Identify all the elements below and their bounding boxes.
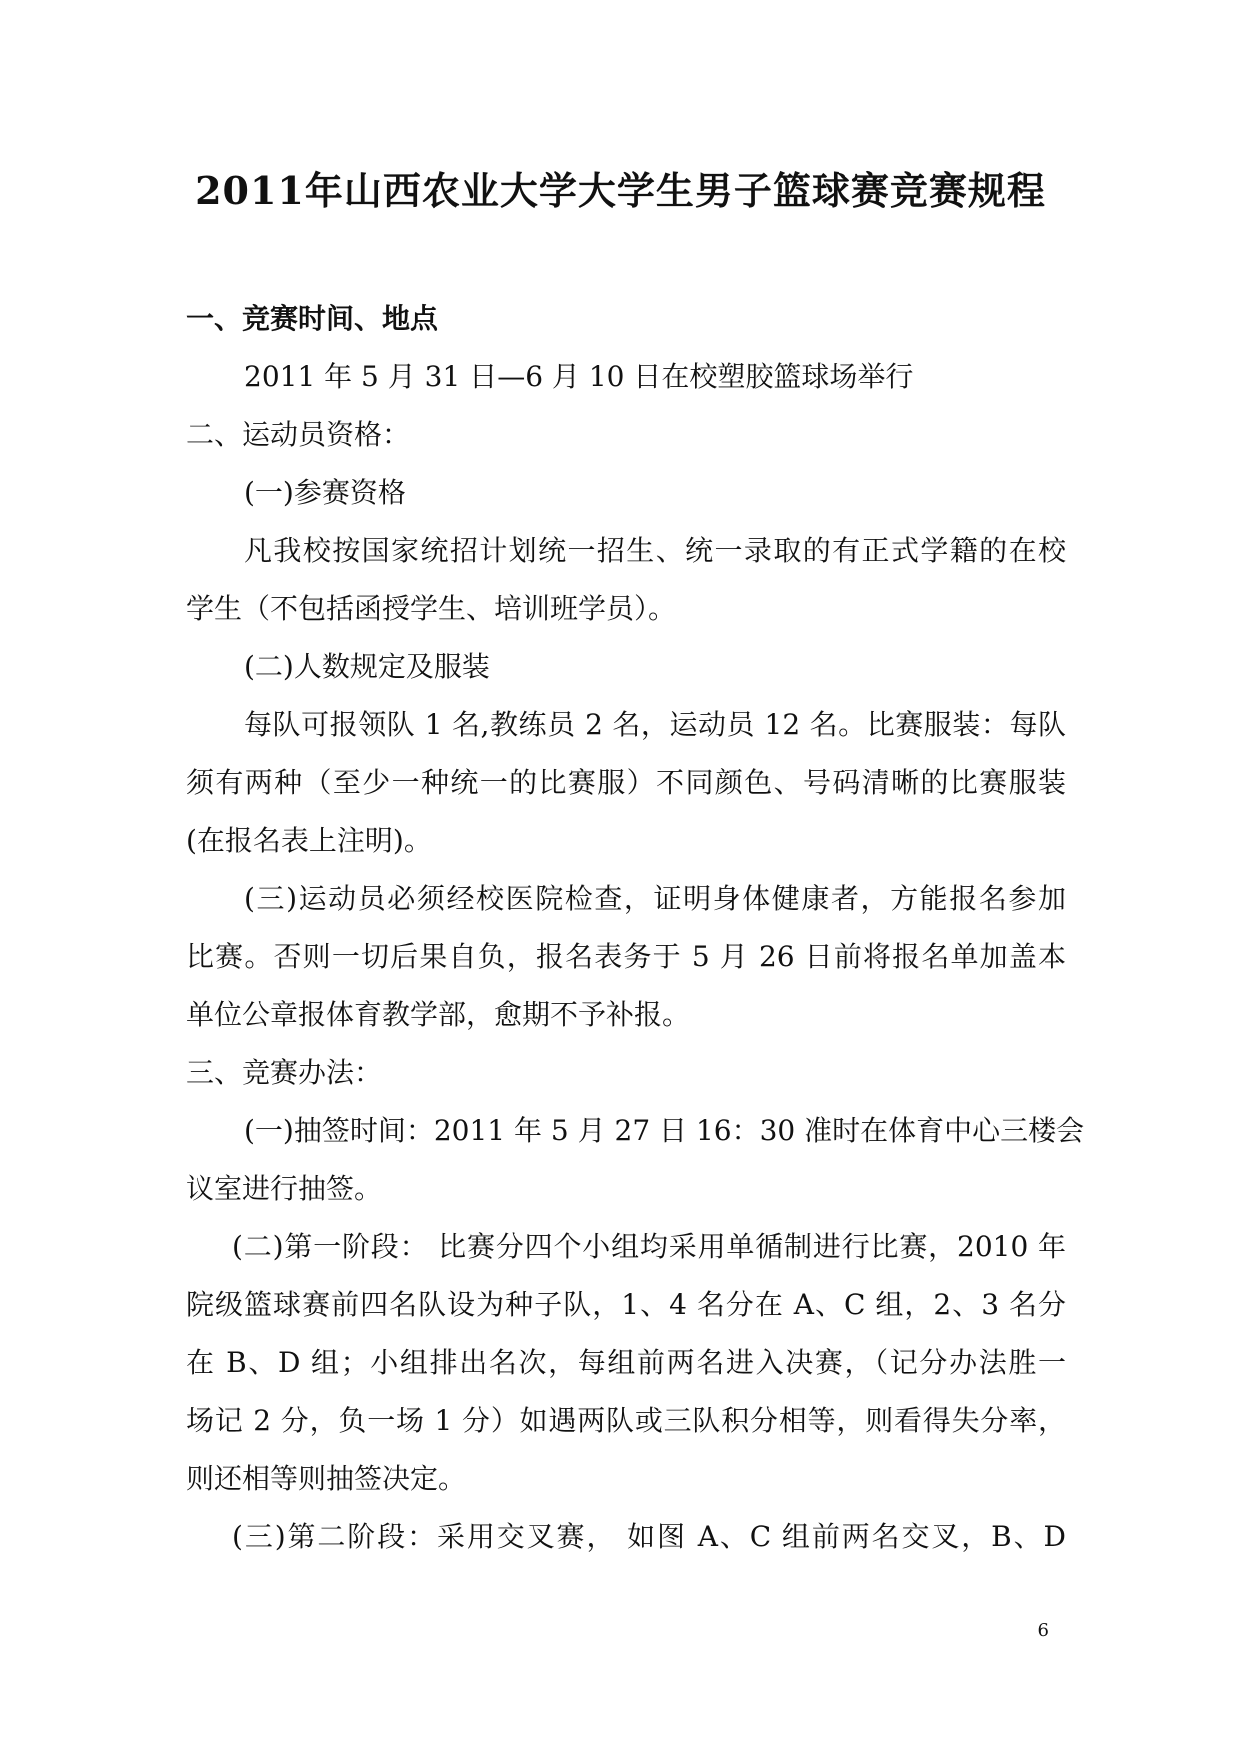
document-title: 2011年山西农业大学大学生男子篮球赛竞赛规程 — [195, 168, 1046, 213]
paragraph-stage-one-line: 则还相等则抽签决定。 — [186, 1462, 467, 1495]
subheading-roster-uniform: (二)人数规定及服装 — [244, 650, 490, 683]
paragraph-medical-line: (三)运动员必须经校医院检查，证明身体健康者，方能报名参加 — [244, 882, 1066, 915]
paragraph-roster-line: (在报名表上注明)。 — [186, 824, 432, 857]
paragraph-draw-line: 议室进行抽签。 — [186, 1172, 383, 1205]
paragraph-stage-one-line: 在 B、D 组；小组排出名次，每组前两名进入决赛，（记分办法胜一 — [186, 1346, 1066, 1379]
paragraph-participation-line: 学生（不包括函授学生、培训班学员）。 — [186, 592, 677, 625]
paragraph-roster-line: 须有两种（至少一种统一的比赛服）不同颜色、号码清晰的比赛服装 — [186, 766, 1066, 799]
paragraph-time-place: 2011 年 5 月 31 日—6 月 10 日在校塑胶篮球场举行 — [244, 360, 914, 393]
paragraph-stage-one-line: 场记 2 分，负一场 1 分）如遇两队或三队积分相等，则看得失分率， — [186, 1404, 1066, 1437]
section-heading-eligibility: 二、运动员资格： — [186, 418, 411, 451]
paragraph-roster-line: 每队可报领队 1 名,教练员 2 名，运动员 12 名。比赛服装：每队 — [244, 708, 1066, 741]
document-body — [186, 290, 1085, 1566]
page-number: 6 — [1037, 1620, 1049, 1641]
section-heading-time-place: 一、竞赛时间、地点 — [186, 302, 439, 335]
paragraph-stage-one-line: (二)第一阶段： 比赛分四个小组均采用单循制进行比赛，2010 年 — [232, 1230, 1066, 1263]
paragraph-draw-line: (一)抽签时间：2011 年 5 月 27 日 16：30 准时在体育中心三楼会 — [244, 1114, 1085, 1147]
paragraph-medical-line: 比赛。否则一切后果自负，报名表务于 5 月 26 日前将报名单加盖本 — [186, 940, 1066, 973]
paragraph-medical-line: 单位公章报体育教学部，愈期不予补报。 — [186, 998, 691, 1031]
paragraph-participation-line: 凡我校按国家统招计划统一招生、统一录取的有正式学籍的在校 — [244, 534, 1066, 567]
subheading-participation: (一)参赛资格 — [244, 476, 406, 509]
section-heading-competition-method: 三、竞赛办法： — [186, 1056, 383, 1089]
paragraph-stage-one-line: 院级篮球赛前四名队设为种子队，1、4 名分在 A、C 组，2、3 名分 — [186, 1288, 1066, 1321]
paragraph-stage-two-line: (三)第二阶段：采用交叉赛， 如图 A、C 组前两名交叉，B、D — [232, 1520, 1066, 1553]
